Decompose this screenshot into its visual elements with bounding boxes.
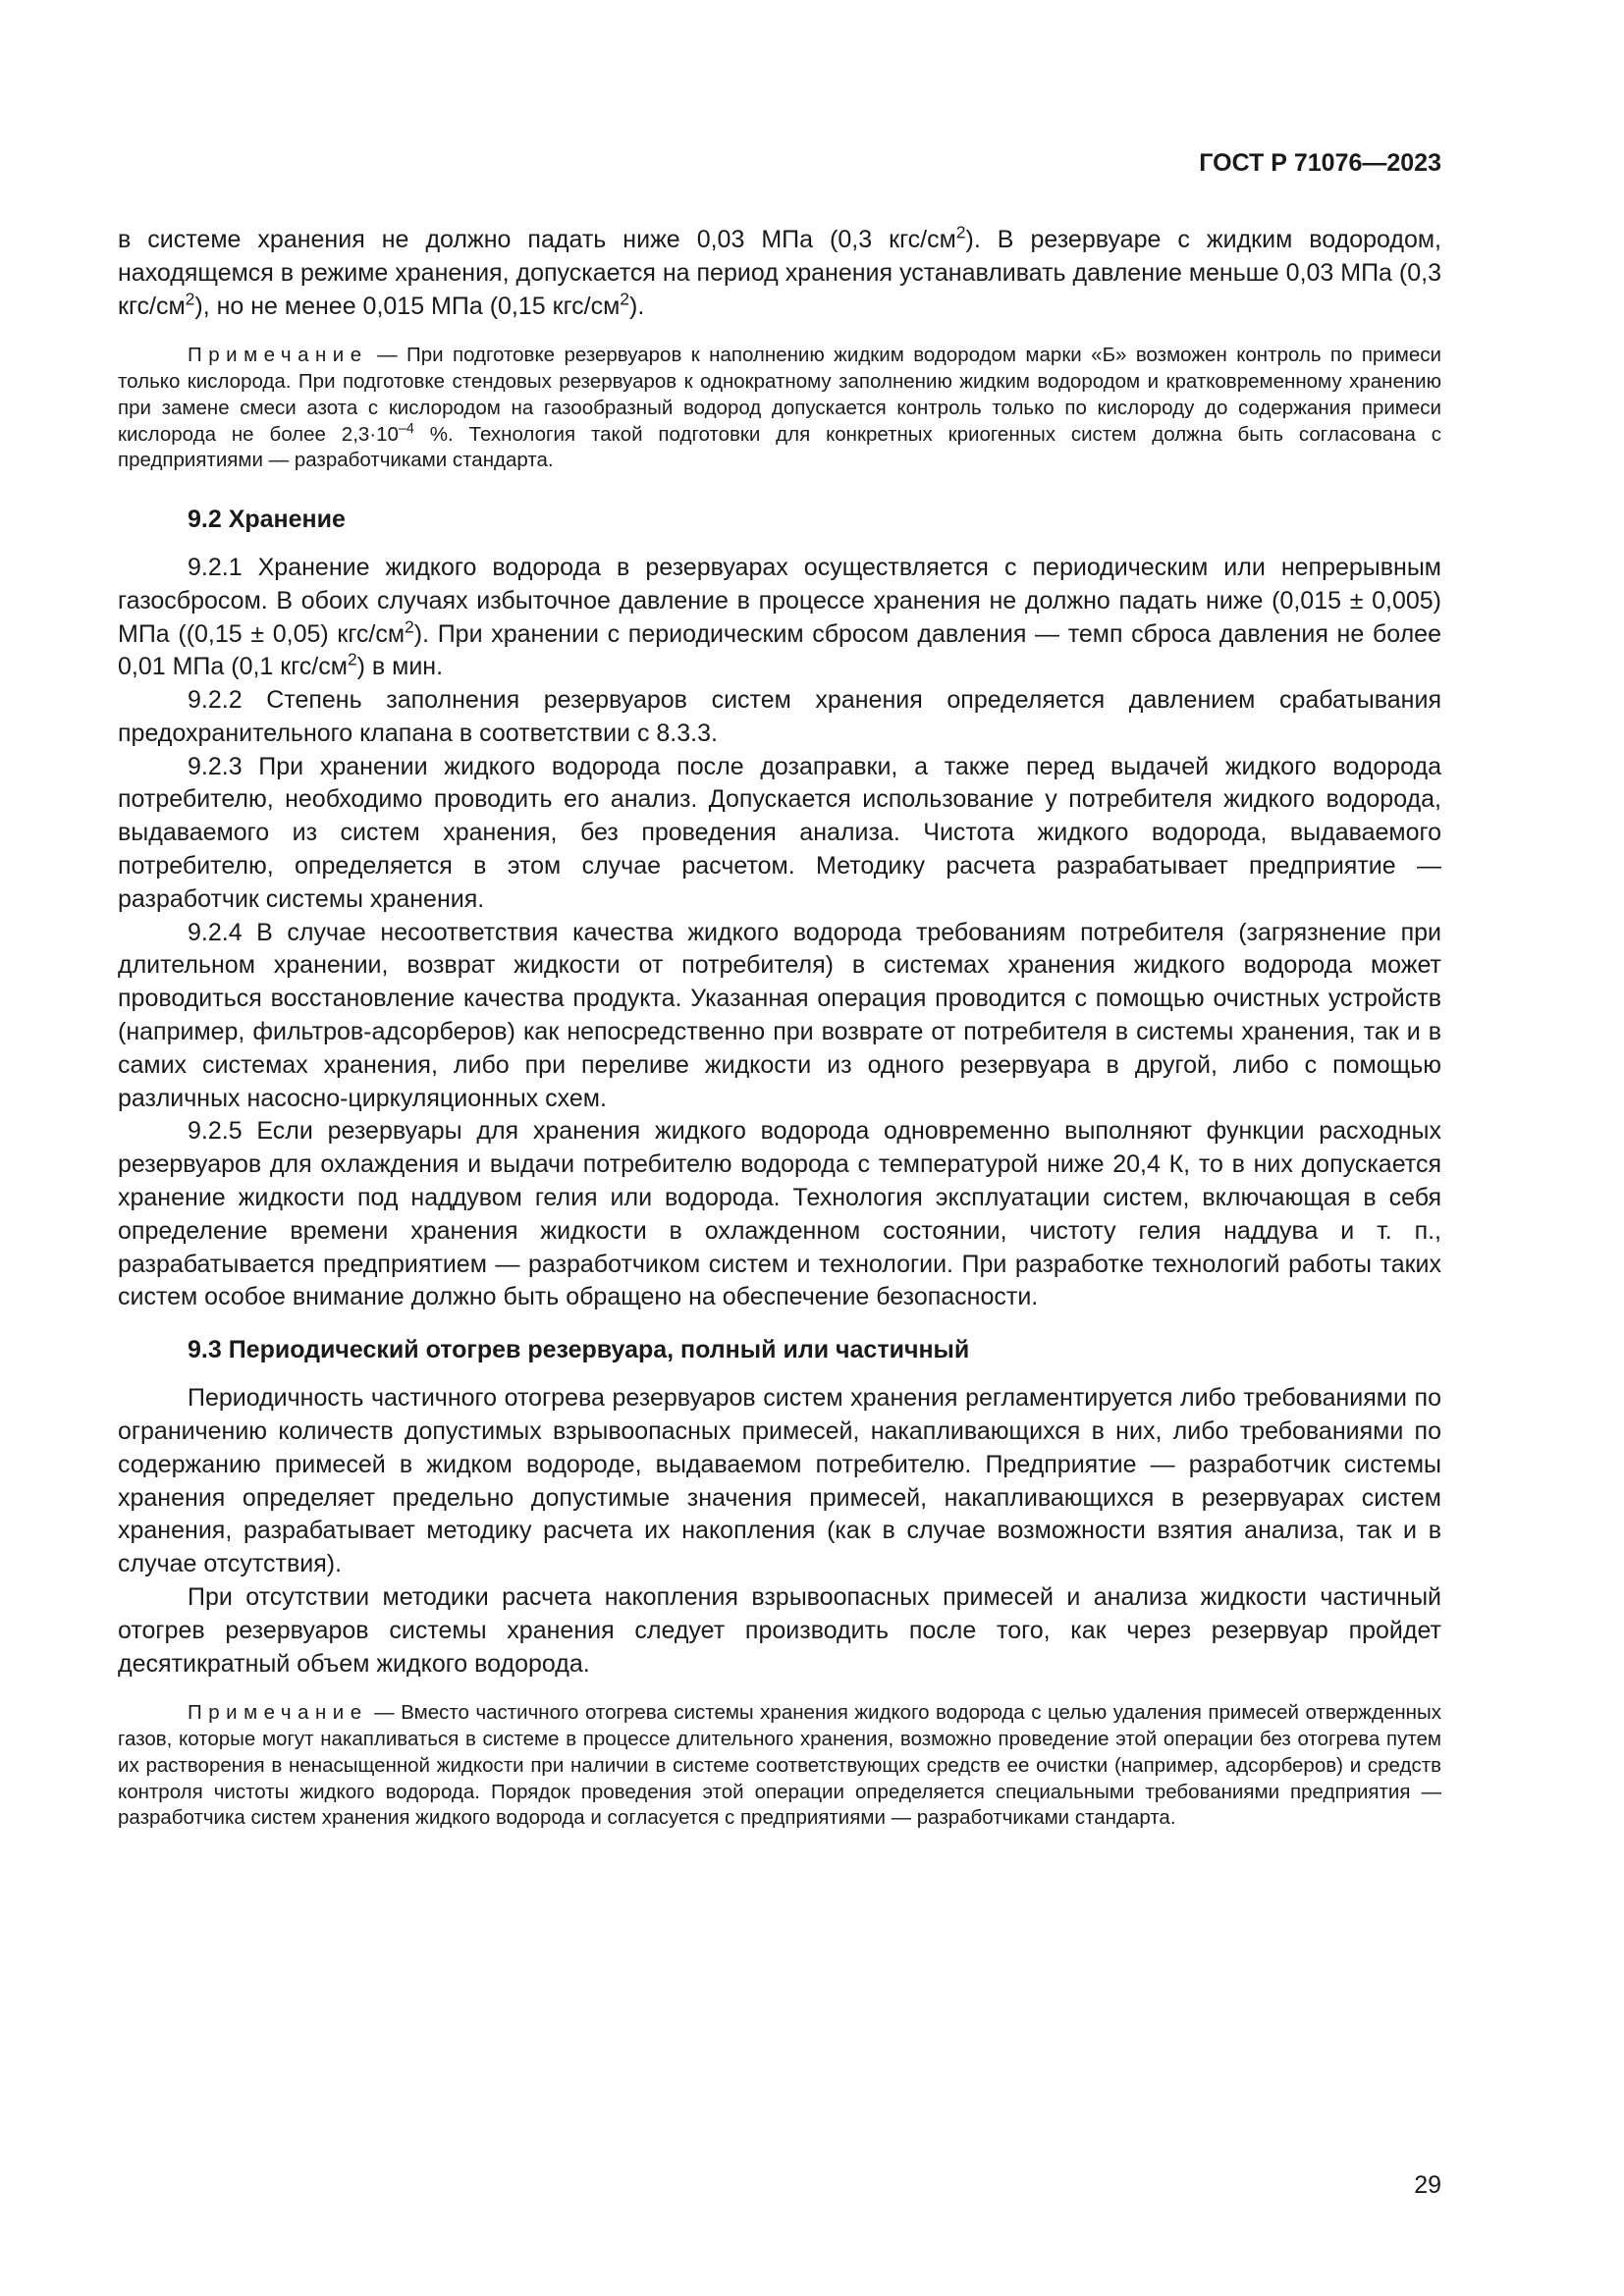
superscript-2: 2 — [405, 615, 414, 636]
note-label: Примечание — [188, 1701, 368, 1725]
intro-text-3: ), но не менее 0,015 МПа (0,15 кгс/см — [194, 292, 621, 320]
p921-text-a: 9.2.1 Хранение жидкого водорода в резервуарах осуществляется с периодическим или непрерывным газосбросом. В обоих случаях избыточное давление в процессе хранения не должно падать ниже (0,015 ± 0,005) МПа ((0,15 ± 0,05) кгс/см — [118, 553, 1441, 648]
paragraph-9-2-1 — [118, 552, 1441, 684]
superscript-exponent: –4 — [398, 420, 414, 437]
note-2 — [118, 1700, 1441, 1832]
intro-text-4: ). — [629, 292, 645, 320]
superscript-2: 2 — [955, 222, 966, 242]
intro-text-1: в системе хранения не должно падать ниже 0,03 МПа (0,3 кгс/см — [118, 226, 956, 253]
paragraph-9-2-3: 9.2.3 При хранении жидкого водорода после дозаправки, а также перед выдачей жидкого водорода потребителю, необходимо проводить его анализ. Допускается использование у потребителя жидкого водорода, выдаваемого из систем хранения, без проведения анализа. Чистота жидкого водорода, выдаваемого потребителю, определяется в этом случае расчетом. Методику расчета разрабатывает предприятие — разработчик системы хранения. — [118, 752, 1441, 913]
note-dash: — — [367, 344, 406, 367]
document-body — [118, 224, 1441, 1832]
paragraph-9-2-4: 9.2.4 В случае несоответствия качества жидкого водорода требованиям потребителя (загрязнение при длительном хранении, возврат жидкости от потребителя) в системах хранения жидкого водорода может проводиться восстановление качества продукта. Указанная операция проводится с помощью очистных устройств (например, фильтров-адсорберов) как непосредственно при возврате от потребителя в системы хранения, так и в самих системах хранения, либо при переливе жидкости из одного резервуара в другой, либо с помощью различных насосно-циркуляционных схем. — [118, 918, 1441, 1112]
section-9-3-heading: 9.3 Периодический отогрев резервуара, полный или частичный — [188, 1336, 970, 1364]
superscript-2: 2 — [185, 288, 195, 308]
paragraph-9-2-2: 9.2.2 Степень заполнения резервуаров систем хранения определяется давлением срабатывания предохранительного клапана в соответствии с 8.3.3. — [118, 686, 1441, 747]
paragraph-9-3-2: При отсутствии методики расчета накопления взрывоопасных примесей и анализа жидкости частичный отогрев резервуаров системы хранения следует производить после того, как через резервуар пройдет десятикратный объем жидкого водорода. — [118, 1583, 1441, 1678]
superscript-2: 2 — [347, 649, 357, 669]
paragraph-9-2-5: 9.2.5 Если резервуары для хранения жидкого водорода одновременно выполняют функции расходных резервуаров для охлаждения и выдачи потребителю водорода с температурой ниже 20,4 К, то в них допускается хранение жидкости под наддувом гелия или водорода. Технология эксплуатации систем, включающая в себя определение времени хранения жидкости в охлажденном состоянии, чистоту гелия наддува и т. п., разрабатывается предприятием — разработчиком систем и технологии. При разработке технологий работы таких систем особое внимание должно быть обращено на обеспечение безопасности. — [118, 1117, 1441, 1311]
p921-text-c: ) в мин. — [356, 653, 444, 681]
note-1-text-b: %. Технология такой подготовки для конкретных криогенных систем должна быть согласована с предприятиями — разработчиками стандарта. — [118, 422, 1441, 472]
page-number: 29 — [1414, 2171, 1441, 2199]
section-9-2-heading: 9.2 Хранение — [188, 505, 346, 533]
superscript-2: 2 — [620, 288, 630, 308]
note-1 — [118, 343, 1441, 474]
note-1-text-a: При подготовке резервуаров к наполнению жидким водородом марки «Б» возможен контроль по примеси только кислорода. При подготовке стендовых резервуаров к однократному заполнению жидким водородом и кратковременному хранению при замене смеси азота с кислородом на газообразный водород допускается контроль только по кислороду до содержания примеси кислорода не более 2,3·10 — [118, 344, 1441, 446]
note-dash: — — [367, 1701, 402, 1725]
note-2-text: Вместо частичного отогрева системы хранения жидкого водорода с целью удаления примесей отвержденных газов, которые могут накапливаться в системе в процессе длительного хранения, возможно проведение этой операции без отогрева путем их растворения в ненасыщенной жидкости при наличии в системе соответствующих средств ее очистки (например, адсорберов) и средств контроля чистоты жидкого водорода. Порядок проведения этой операции определяется специальными требованиями предприятия — разработчика систем хранения жидкого водорода и согласуется с предприятиями — разработчиками стандарта. — [118, 1701, 1441, 1830]
intro-paragraph — [118, 224, 1441, 323]
document-code-header: ГОСТ Р 71076—2023 — [1199, 149, 1441, 177]
note-label: Примечание — [188, 344, 368, 367]
intro-text-2: ). В резервуаре с жидким водородом, находящемся в режиме хранения, допускается на период хранения устанавливать давление меньше 0,03 МПа (0,3 кгс/см — [118, 226, 1442, 320]
p921-text-b: ). При хранении с периодическим сбросом давления — темп сброса давления не более 0,01 МПа (0,1 кгс/см — [118, 619, 1441, 681]
paragraph-9-3-1: Периодичность частичного отогрева резервуаров систем хранения регламентируется либо требованиями по ограничению количеств допустимых взрывоопасных примесей, накапливающихся в них, либо требованиями по содержанию примесей в жидком водороде, выдаваемом потребителю. Предприятие — разработчик системы хранения определяет предельно допустимые значения примесей, накапливающихся в резервуарах систем хранения, разрабатывает методику расчета их накопления (как в случае возможности взятия анализа, так и в случае отсутствия). — [118, 1384, 1441, 1578]
